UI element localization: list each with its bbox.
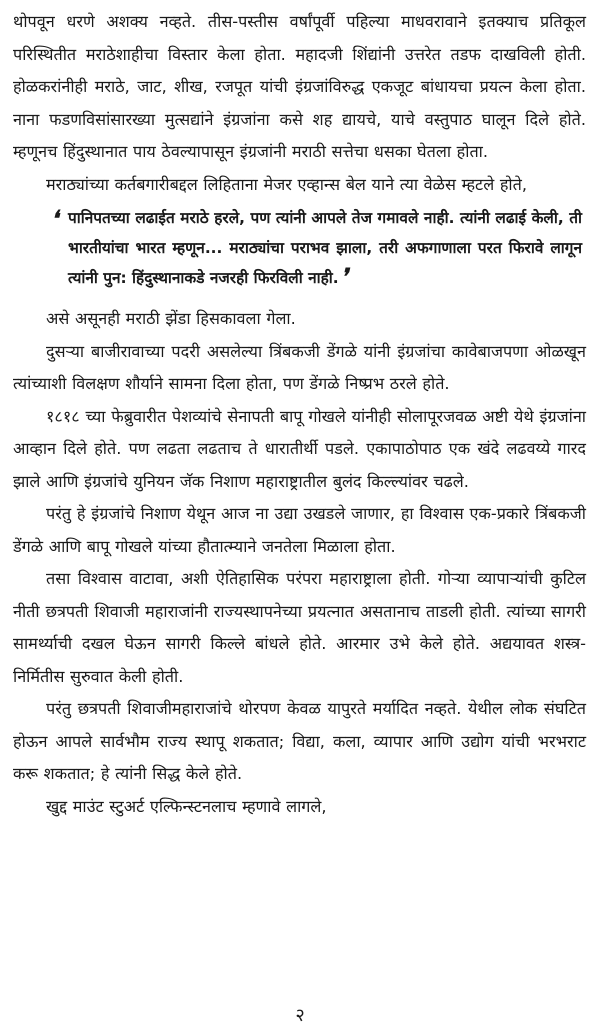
paragraph-4: दुसऱ्या बाजीरावाच्या पदरी असलेल्या त्रिंबकजी डेंगळे यांनी इंग्रजांचा कावेबाजपणा ओळखून त्यांच्याशी विलक्षण शौर्याने सामना दिला होता, पण डेंगळे निष्प्रभ ठरले होते. xyxy=(13,341,586,393)
paragraph-7: तसा विश्वास वाटावा, अशी ऐतिहासिक परंपरा महाराष्ट्राला होती. गोऱ्या व्यापाऱ्यांची कुटिल नीती छत्रपती शिवाजी महाराजांनी राज्यस्थापनेच्या प्रयत्नात असतानाच ताडली होती. त्यांच्या सागरी सामर्थ्याची दखल घेऊन सागरी किल्ले बांधले होते. आरमार उभे केले होते. अद्ययावत शस्त्र-निर्मितीस सुरुवात केली होती. xyxy=(13,569,586,686)
paragraph-3: असे असूनही मराठी झेंडा हिसकावला गेला. xyxy=(46,309,296,328)
paragraph-1: थोपवून धरणे अशक्य नव्हते. तीस-पस्तीस वर्षांपूर्वी पहिल्या माधवरावाने इतक्याच प्रतिकूल परिस्थितीत मराठेशाहीचा विस्तार केला होता. महादजी शिंद्यांनी उत्तरेत तडफ दाखविली होती. होळकरांनीही मराठे, जाट, शीख, रजपूत यांची इंग्रजांविरुद्ध एकजूट बांधायचा प्रयत्न केला होता. नाना फडणविसांसारख्या मुत्सद्यांने इंग्रजांना कसे शह द्यायचे, याचे वस्तुपाठ घालून दिले होते. म्हणूनच हिंदुस्थानात पाय ठेवल्यापासून इंग्रजांनी मराठी सत्तेचा धसका घेतला होता. xyxy=(13,12,586,161)
paragraph-6: परंतु हे इंग्रजांचे निशाण येथून आज ना उद्या उखडले जाणार, हा विश्वास एक-प्रकारे त्रिंबकजी डेंगळे आणि बापू गोखले यांच्या हौतात्म्याने जनतेला मिळाला होता. xyxy=(13,504,586,556)
quote-body: पानिपतच्या लढाईत मराठे हरले, पण त्यांनी आपले तेज गमावले नाही. त्यांनी लढाई केली, ती भारतीयांचा भारत म्हणून... मराठ्यांचा पराभव झाला, तरी अफगाणाला परत फिरावे लागून त्यांनी पुन: हिंदुस्थानाकडे नजरही फिरविली नाही. xyxy=(68,209,582,287)
paragraph-9: खुद्द माउंट स्टुअर्ट एल्फिन्स्टनलाच म्हणावे लागले, xyxy=(46,796,327,816)
quote-text xyxy=(68,203,582,293)
paragraph-8: परंतु छत्रपती शिवाजीमहाराजांचे थोरपण केवळ यापुरते मर्यादित नव्हते. येथील लोक संघटित होऊन आपले सार्वभौम राज्य स्थापू शकतात; विद्या, कला, व्यापार आणि उद्योग यांची भरभराट करू शकतात; हे त्यांनी सिद्ध केले होते. xyxy=(13,699,586,783)
open-quote-mark: ❛ xyxy=(51,206,59,232)
paragraph-5: १८१८ च्या फेब्रुवारीत पेशव्यांचे सेनापती बापू गोखले यांनीही सोलापूरजवळ अष्टी येथे इंग्रजांना आव्हान दिले होते. पण लढता लढताच ते धारातीर्थी पडले. एकापाठोपाठ एक खंदे लढवय्ये गारद झाले आणि इंग्रजांचे युनियन जॅक निशाण महाराष्ट्रातील बुलंद किल्ल्यांवर चढले. xyxy=(13,406,586,491)
block-quote xyxy=(13,203,586,293)
paragraph-2: मराठ्यांच्या कर्तबगारीबद्दल लिहिताना मेजर एव्हान्स बेल याने त्या वेळेस म्हटले होते, xyxy=(46,174,527,194)
close-quote-mark: ❜ xyxy=(340,264,348,290)
page-number: २ xyxy=(295,1005,305,1026)
